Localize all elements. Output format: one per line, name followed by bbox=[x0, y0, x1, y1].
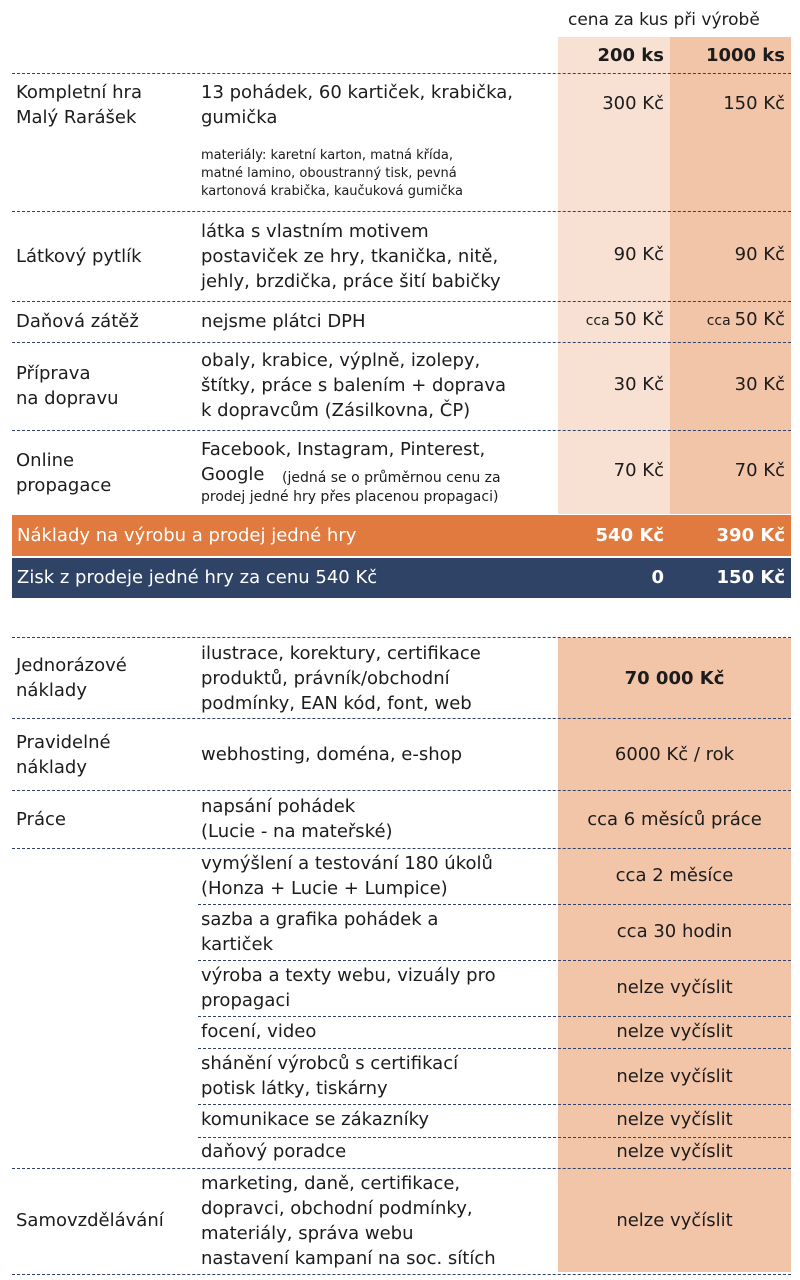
profit-1000: 150 Kč bbox=[716, 567, 785, 588]
value-typesetting: cca 30 hodin bbox=[616, 921, 733, 942]
price-1000-shipping: 30 Kč bbox=[734, 374, 785, 395]
row-divider bbox=[198, 1048, 791, 1049]
row-desc-recurring: webhosting, doména, e-shop bbox=[201, 744, 463, 765]
row-desc-stories: napsání pohádek (Lucie - na mateřské) bbox=[201, 796, 393, 842]
value-recurring: 6000 Kč / rok bbox=[614, 744, 735, 765]
row-desc-typesetting: sazba a grafika pohádek a kartiček bbox=[201, 909, 439, 955]
price-200-tax: cca 50 Kč bbox=[585, 309, 664, 330]
row-divider bbox=[12, 211, 791, 212]
row-label-self-education: Samovzdělávání bbox=[16, 1210, 164, 1231]
row-note-promo-inline: (jedná se o průměrnou cenu za bbox=[282, 470, 501, 486]
price-200-bag: 90 Kč bbox=[613, 244, 664, 265]
row-desc-tax-advisor: daňový poradce bbox=[201, 1141, 347, 1162]
cost-summary-label: Náklady na výrobu a prodej jedné hry bbox=[17, 525, 357, 546]
row-divider bbox=[12, 1168, 791, 1169]
row-divider bbox=[12, 718, 791, 719]
row-desc-photo: focení, video bbox=[201, 1021, 317, 1042]
row-desc-tasks: vymýšlení a testování 180 úkolů (Honza + Lucie + Lumpice) bbox=[201, 853, 493, 899]
price-1000-game: 150 Kč bbox=[723, 93, 785, 114]
profit-summary-label: Zisk z prodeje jedné hry za cenu 540 Kč bbox=[17, 567, 378, 588]
row-desc-promo: Facebook, Instagram, Pinterest, Google bbox=[201, 439, 486, 485]
cost-1000: 390 Kč bbox=[716, 525, 785, 546]
row-note-materials: materiály: karetní karton, matná křída, matné lamino, oboustranný tisk, pevná kartonová krabička, kaučuková gumička bbox=[201, 148, 463, 199]
row-label-one-time: Jednorázové náklady bbox=[16, 655, 127, 701]
row-divider bbox=[12, 430, 791, 431]
approx-prefix: cca bbox=[585, 313, 610, 329]
price-1000-promo: 70 Kč bbox=[734, 460, 785, 481]
row-divider bbox=[198, 1137, 791, 1138]
profit-summary-band bbox=[12, 558, 791, 598]
row-divider bbox=[12, 790, 791, 791]
price-1000-tax: cca 50 Kč bbox=[706, 309, 785, 330]
cost-200: 540 Kč bbox=[595, 525, 664, 546]
header-1000-ks: 1000 ks bbox=[705, 45, 785, 66]
header-200-ks: 200 ks bbox=[597, 45, 664, 66]
value-tasks: cca 2 měsíce bbox=[615, 865, 734, 886]
profit-200: 0 bbox=[651, 567, 664, 588]
row-divider bbox=[198, 960, 791, 961]
row-divider bbox=[198, 1104, 791, 1105]
value-tax-advisor: nelze vyčíslit bbox=[616, 1141, 733, 1162]
row-divider bbox=[12, 637, 791, 638]
price-200-game: 300 Kč bbox=[602, 93, 664, 114]
value-stories: cca 6 měsíců práce bbox=[587, 809, 762, 830]
row-desc-one-time: ilustrace, korektury, certifikace produktů, právník/obchodní podmínky, EAN kód, font, web bbox=[201, 643, 481, 714]
row-divider bbox=[198, 1016, 791, 1017]
cost-summary-band bbox=[12, 515, 791, 556]
row-desc-self-education: marketing, daně, certifikace, dopravci, obchodní podmínky, materiály, správa webu nastavení kampaní na soc. sítích bbox=[201, 1173, 496, 1269]
price-200-shipping: 30 Kč bbox=[613, 374, 664, 395]
row-divider bbox=[12, 73, 791, 74]
row-label-shipping: Příprava na dopravu bbox=[16, 363, 119, 409]
row-desc-bag: látka s vlastním motivem postaviček ze hry, tkanička, nitě, jehly, brzdička, práce šití babičky bbox=[201, 221, 501, 292]
approx-prefix: cca bbox=[706, 313, 731, 329]
row-divider bbox=[12, 848, 791, 849]
row-divider bbox=[12, 1274, 791, 1275]
row-desc-customers: komunikace se zákazníky bbox=[201, 1109, 430, 1130]
price-caption: cena za kus při výrobě bbox=[568, 10, 760, 30]
value-photo: nelze vyčíslit bbox=[616, 1021, 733, 1042]
value-column-background bbox=[558, 638, 791, 1272]
value-suppliers: nelze vyčíslit bbox=[616, 1066, 733, 1087]
value-web: nelze vyčíslit bbox=[616, 977, 733, 998]
row-label-tax: Daňová zátěž bbox=[16, 311, 139, 332]
value-customers: nelze vyčíslit bbox=[616, 1109, 733, 1130]
value-self-education: nelze vyčíslit bbox=[616, 1210, 733, 1231]
price-200-promo: 70 Kč bbox=[613, 460, 664, 481]
row-label-work: Práce bbox=[16, 809, 66, 830]
row-label-bag: Látkový pytlík bbox=[16, 246, 142, 267]
row-desc-tax: nejsme plátci DPH bbox=[201, 311, 366, 332]
row-divider bbox=[198, 904, 791, 905]
row-desc-shipping: obaly, krabice, výplně, izolepy, štítky, práce s balením + doprava k dopravcům (Zásilkovna, ČP) bbox=[201, 350, 506, 421]
row-label-promo: Online propagace bbox=[16, 450, 112, 496]
value-one-time: 70 000 Kč bbox=[624, 668, 725, 689]
row-divider bbox=[12, 342, 791, 343]
row-desc-suppliers: shánění výrobců s certifikací potisk látky, tiskárny bbox=[201, 1053, 459, 1099]
price-1000-bag: 90 Kč bbox=[734, 244, 785, 265]
row-label-game: Kompletní hra Malý Rarášek bbox=[16, 82, 142, 128]
row-label-recurring: Pravidelné náklady bbox=[16, 732, 111, 778]
row-desc-game: 13 pohádek, 60 kartiček, krabička, gumička bbox=[201, 82, 513, 128]
row-desc-web: výroba a texty webu, vizuály pro propagaci bbox=[201, 965, 496, 1011]
row-note-promo: prodej jedné hry přes placenou propagaci) bbox=[201, 489, 499, 505]
row-divider bbox=[12, 301, 791, 302]
